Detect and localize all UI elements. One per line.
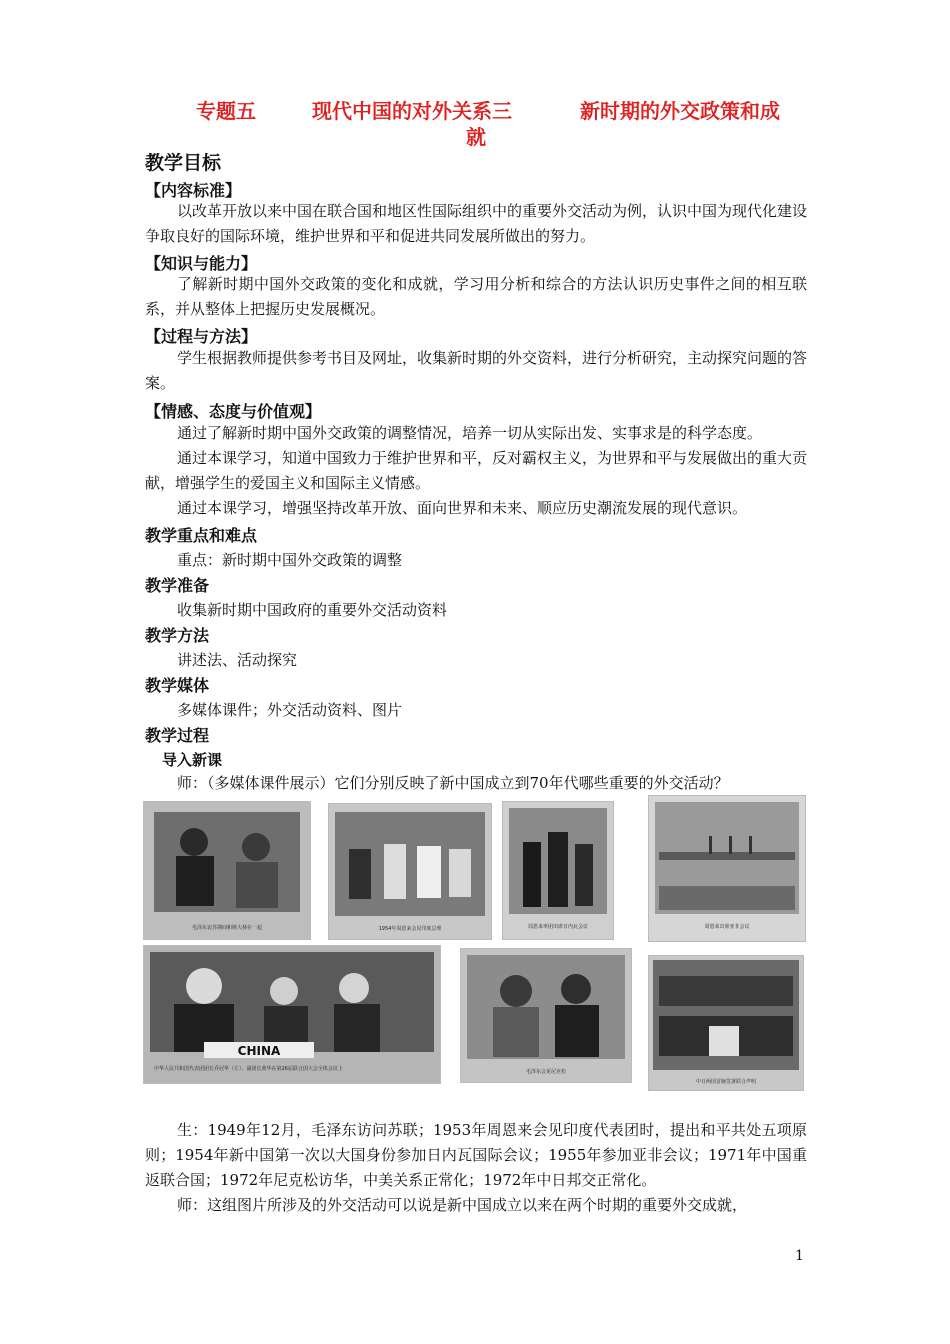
photo-mao-nixon <box>460 948 632 1083</box>
method-text: 讲述法、活动探究 <box>177 651 298 669</box>
photo-asia-africa-conference <box>648 795 806 942</box>
preparation-text: 收集新时期中国政府的重要外交活动资料 <box>177 601 448 619</box>
heading-key-points: 教学重点和难点 <box>145 526 258 545</box>
student-answer: 生：1949年12月，毛泽东访问苏联；1953年周恩来会见印度代表团时，提出和平共处五项原则；1954年新中国第一次以大国身份参加日内瓦国际会议；1955年参加亚非会议；1971年中国重返联合国；1972年尼克松访华，中美关系正常化；1972年中日邦交正常化。 <box>145 1121 807 1189</box>
photo-caption-3: 周恩来率团出席日内瓦会议 <box>527 924 589 930</box>
heading-knowledge: 【知识与能力】 <box>145 254 258 273</box>
title-main: 现代中国的对外关系三 <box>312 99 512 123</box>
photo-caption-1: 毛泽东访苏期间和斯大林在一起 <box>191 925 263 931</box>
photo-geneva-conference <box>502 801 614 940</box>
photo-caption-4: 周恩来出席亚非会议 <box>704 924 750 930</box>
heading-goals: 教学目标 <box>145 152 222 174</box>
emotion-text-3: 通过本课学习，增强坚持改革开放、面向世界和未来、顺应历史潮流发展的现代意识。 <box>177 499 748 517</box>
heading-content-standard: 【内容标准】 <box>145 181 242 200</box>
knowledge-text: 了解新时期中国外交政策的变化和成就，学习用分析和综合的方法认识历史事件之间的相互联系，并从整体上把握历史发展概况。 <box>145 275 807 318</box>
china-sign: CHINA <box>237 1044 281 1058</box>
photo-mao-stalin <box>143 801 311 940</box>
heading-preparation: 教学准备 <box>145 576 210 595</box>
heading-method: 教学方法 <box>145 626 210 645</box>
emotion-text-1: 通过了解新时期中国外交政策的调整情况，培养一切从实际出发、实事求是的科学态度。 <box>177 424 763 442</box>
photo-china-japan <box>648 955 804 1091</box>
teacher-statement: 师：这组图片所涉及的外交活动可以说是新中国成立以来在两个时期的重要外交成就， <box>177 1196 748 1214</box>
photo-caption-5: 中华人民共和国代表团团长乔冠华（左）、副团长黄华在第26届联合国大会全体会议上 <box>154 1066 343 1072</box>
heading-media: 教学媒体 <box>145 676 210 695</box>
photo-caption-2: 1954年周恩来会见印度总理 <box>378 926 442 932</box>
process-text: 学生根据教师提供参考书目及网址，收集新时期的外交资料，进行分析研究，主动探究问题的答案。 <box>145 349 808 392</box>
photo-un-return <box>143 945 441 1084</box>
title-sub: 新时期的外交政策和成 <box>580 99 780 123</box>
media-text: 多媒体课件；外交活动资料、图片 <box>177 701 403 719</box>
photo-caption-7: 中日两国首脑签署联合声明 <box>695 1079 757 1085</box>
photo-zhou-india <box>328 803 492 940</box>
title-sub-end: 就 <box>466 125 486 149</box>
heading-procedure: 教学过程 <box>145 726 210 745</box>
photo-caption-6: 毛泽东会见尼克松 <box>525 1069 567 1075</box>
heading-process: 【过程与方法】 <box>145 327 258 346</box>
heading-intro: 导入新课 <box>162 751 223 769</box>
emotion-text-2: 通过本课学习，知道中国致力于维护世界和平，反对霸权主义，为世界和平与发展做出的重大贡献，增强学生的爱国主义和国际主义情感。 <box>145 449 808 492</box>
page-number: 1 <box>795 1248 804 1264</box>
content-standard-text: 以改革开放以来中国在联合国和地区性国际组织中的重要外交活动为例，认识中国为现代化建设争取良好的国际环境，维护世界和平和促进共同发展所做出的努力。 <box>145 202 808 245</box>
key-points-text: 重点：新时期中国外交政策的调整 <box>177 551 403 569</box>
teacher-question: 师：（多媒体课件展示）它们分别反映了新中国成立到70年代哪些重要的外交活动？ <box>177 774 729 792</box>
title-topic: 专题五 <box>196 99 256 123</box>
heading-emotion: 【情感、态度与价值观】 <box>145 402 322 421</box>
